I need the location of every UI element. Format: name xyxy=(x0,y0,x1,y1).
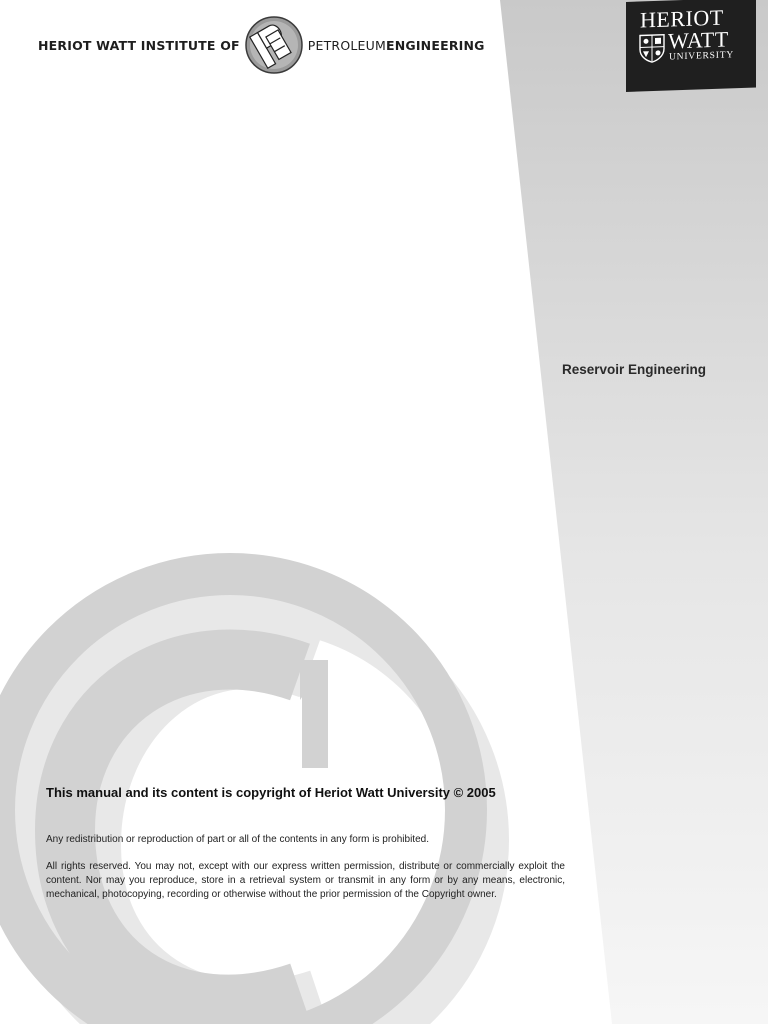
crest-line-watt: WATT xyxy=(668,26,729,54)
institute-name-left: HERIOT WATT INSTITUTE OF xyxy=(38,37,240,53)
institute-header xyxy=(38,16,485,74)
crest-line-university: UNIVERSITY xyxy=(669,50,734,63)
institute-name-engineering: ENGINEERING xyxy=(385,37,485,53)
crest-line-heriot: HERIOT xyxy=(640,4,724,33)
copyright-paragraph-rights: All rights reserved. You may not, except with our express written permission, distribute or commercially exploit the content. Nor may you reproduce, store in a retrieval system or transmit in any form or by any means, electronic, mechanical, photocopying, recording or otherwise without the prior permission of the Copyright owner. xyxy=(46,861,565,900)
document-title: Reservoir Engineering xyxy=(562,362,707,377)
university-shield-icon xyxy=(638,33,666,64)
copyright-heading: This manual and its content is copyright of Heriot Watt University © 2005 xyxy=(46,785,496,800)
copyright-paragraph-redistribution: Any redistribution or reproduction of part or all of the contents in any form is prohibited. xyxy=(46,834,429,845)
institute-name-petroleum: PETROLEUM xyxy=(307,37,386,53)
institute-name-right xyxy=(308,38,485,53)
pe-roundel-logo-icon xyxy=(243,16,305,74)
university-crest xyxy=(626,0,756,92)
